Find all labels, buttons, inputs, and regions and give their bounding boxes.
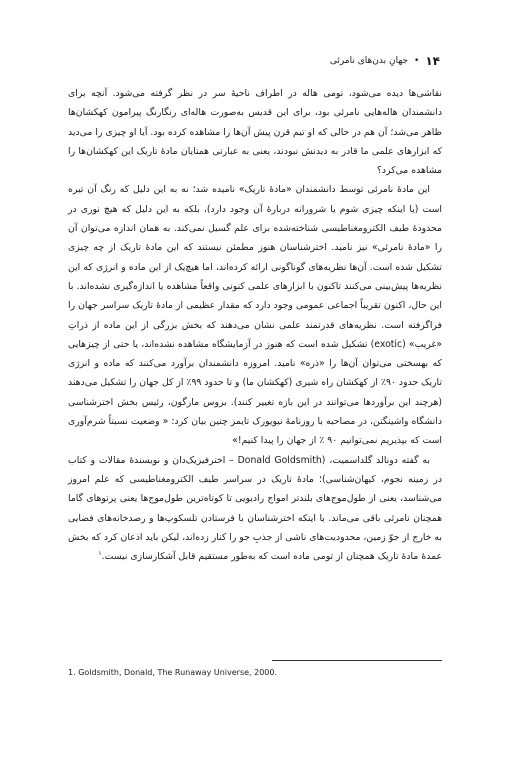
footnote-text: Goldsmith, Donald, The Runaway Universe, 2000. — [78, 668, 278, 677]
footnote-reference[interactable]: ۱ — [98, 550, 102, 558]
body-text — [68, 84, 442, 566]
footnote — [68, 668, 442, 677]
footnote-marker: 1. — [68, 668, 76, 677]
running-header — [68, 50, 440, 72]
paragraph-3 — [68, 451, 442, 567]
paragraph-2: این مادهٔ نامرئی توسط دانشمندان «مادهٔ تاریک» نامیده شد؛ نه به این دلیل که رنگ آن تیره است (یا اینکه چیزی شوم یا شرورانه دربارهٔ آن وجود دارد)، بلکه به این دلیل که هیچ نوری در محدودهٔ طیف الکترومغناطیسی شناخته‌شده برای علم گسیل نمی‌کند. به همان اندازه می‌توان آن را «مادهٔ نامرئی» نیز نامید. اخترشناسان هنوز مطمئن نیستند که این مادهٔ تاریک از چه چیزی تشکیل شده است. آن‌ها نظریه‌های گوناگونی ارائه کرده‌اند، اما هیچ‌یک از این ماده و انرژی که این نظریه‌ها پیش‌بینی می‌کنند تاکنون با ابزارهای علمی کنونی واقعاً مشاهده یا اندازه‌گیری نشده‌اند. با این حال، اکنون تقریباً اجماعی عمومی وجود دارد که مقدار عظیمی از مادهٔ تاریک سراسر جهان را فراگرفته است. نظریه‌های قدرتمند علمی نشان می‌دهند که بخش بزرگی از این ماده از ذراتِ «غریب» (exotic) تشکیل شده است که هنوز در آزمایشگاه مشاهده نشده‌اند، یا حتی از چیزهایی که بهسختی می‌توان آن‌ها را «ذره» نامید. امروزه دانشمندان برآورد می‌کنند که ماده و انرژی تاریک حدود ۹۰٪ از کهکشان راه شیری (کهکشان ما) و تا حدود ۹۹٪ از کل جهان را تشکیل می‌دهند (هرچند این برآوردها می‌توانند در این بازه تغییر کنند). بروس مارگون، رئیس بخش اخترشناسی دانشگاه واشینگتن، در مصاحبه با روزنامهٔ نیویورک تایمز چنین بیان کرد: « وضعیت نسبتاً شرم‌آوری است که بپذیریم نمی‌توانیم ۹۰ ٪ از جهان را پیدا کنیم!» — [68, 184, 442, 447]
footnote-divider — [272, 660, 442, 661]
book-title: جهانِ بدن‌های نامرئی — [329, 56, 409, 66]
paragraph-3-text: به گفته دونالد گلداسمیت، (Donald Goldsmith – اخترفیزیک‌دان و نویسندهٔ مقالات و کتاب در زمینه نجوم، کیهان‌شناسی)؛ مادهٔ تاریک در سراسر طیف الکترومغناطیسی که علم امروز می‌شناسد، یعنی از طول‌موج‌های بلندتر امواج رادیویی تا کوتاه‌ترین طول‌موج‌ها یعنی پرتوهای گاما همچنان نامرئی باقی می‌ماند. با اینکه اخترشناسان با فرستادن تلسکوپ‌ها و رصدخانه‌های فضایی به خارج از جوّ زمین، محدودیت‌های ناشی از جذبِ جو را کنار زده‌اند، لیکن باید اذعان کرد که بخش عمدهٔ مادهٔ تاریک همچنان از تومی ماده است که به‌طور مستقیم قابل آشکارسازی نیست. — [68, 454, 442, 563]
page-number: ۱۴ — [425, 54, 440, 68]
paragraph-1: نقاشی‌ها دیده می‌شود، تومی هاله در اطراف ناحیهٔ سر در نظر گرفته می‌شود. آنچه برای دانشمندان هاله‌هایی نامرئی بود، برای این قدیس به‌صورت هاله‌ای رنگارنگ پیرامون کهکشان‌ها ظاهر می‌شد؛ آن هم در حالی که او تیم قرن پیش آن‌ها را مشاهده کرده بود. آیا او چیزی را می‌دید که ابزارهای علمی ما قادر به دیدنش نبودند، یعنی به عبارتی همتایان مادهٔ تاریک این کهکشان‌ها را مشاهده می‌کرد؟ — [68, 88, 442, 177]
header-bullet: • — [414, 56, 420, 66]
